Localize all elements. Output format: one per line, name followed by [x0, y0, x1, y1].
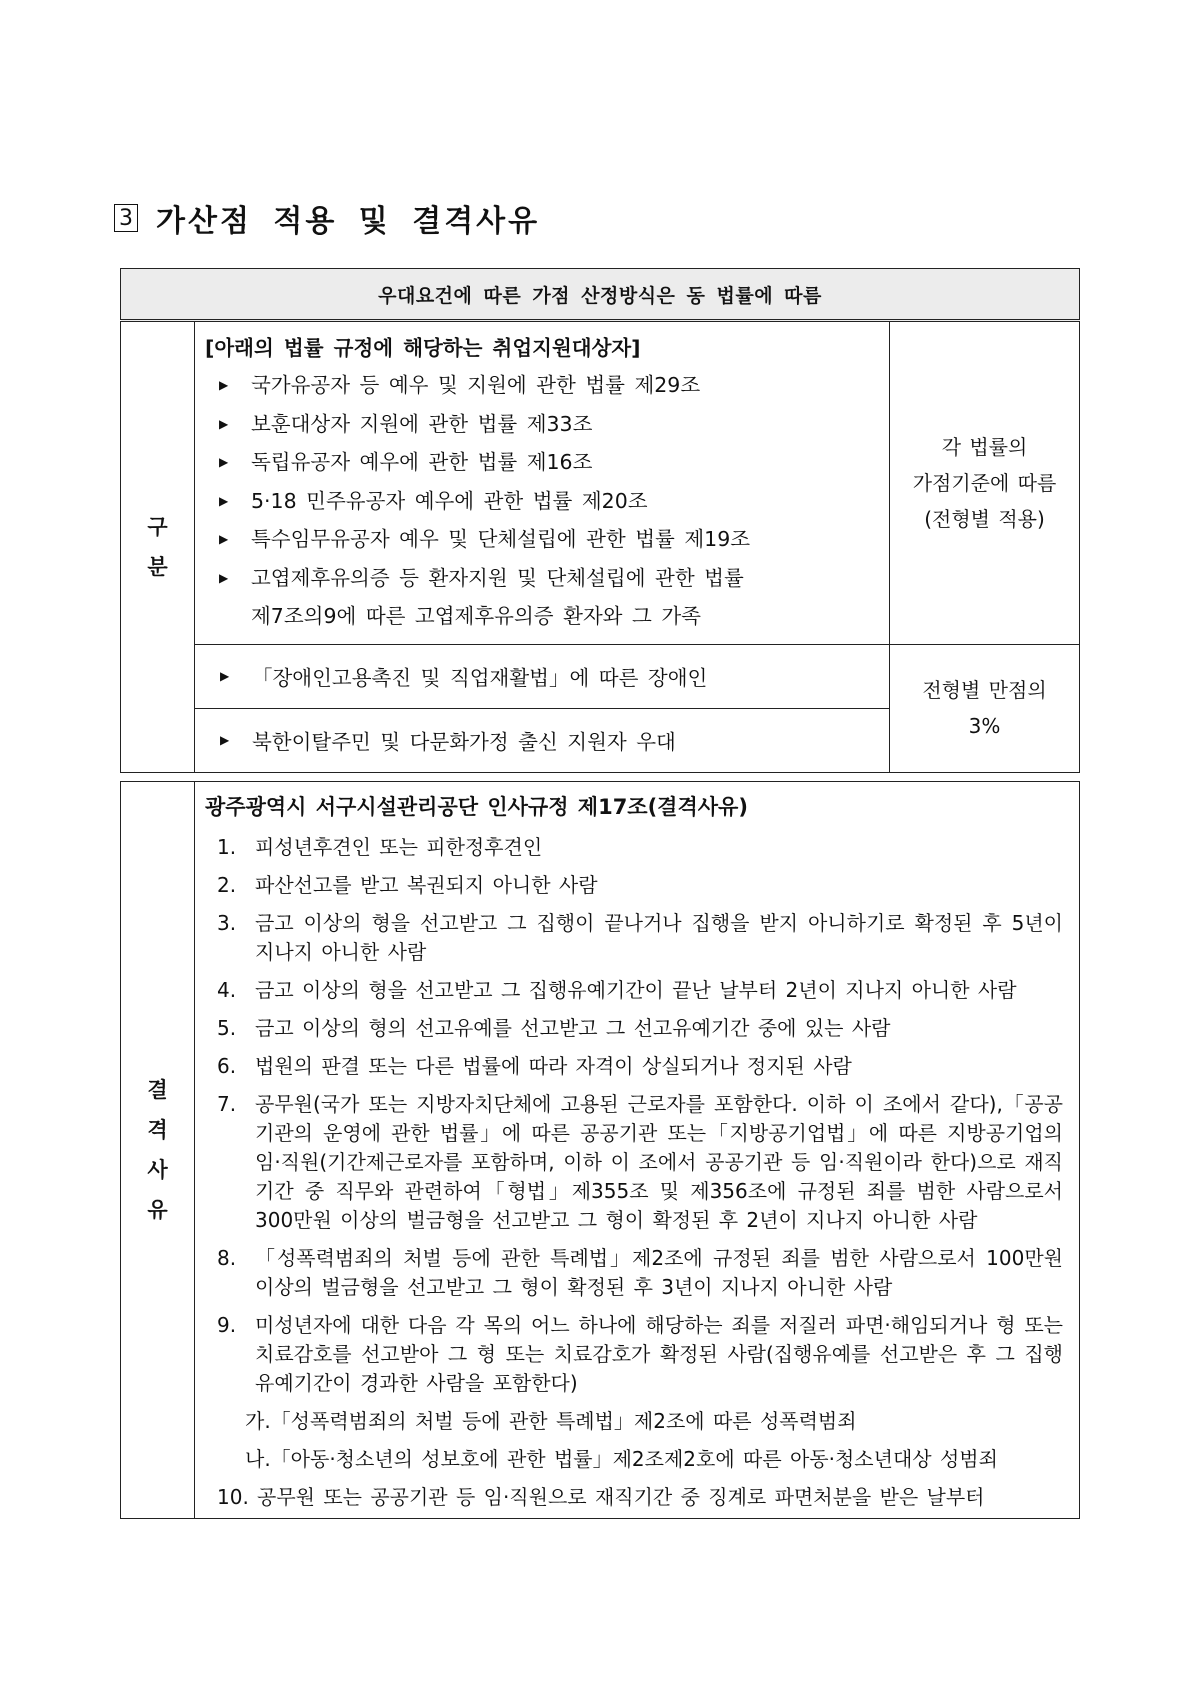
disabled-applicant-text: 「장애인고용촉진 및 직업재활법」에 따른 장애인 — [252, 666, 708, 690]
defector-applicant-cell — [195, 708, 890, 772]
disabled-applicant-cell — [195, 644, 890, 708]
law-list-item-continuation: 제7조의9에 따른 고엽제후유의증 환자와 그 가족 — [251, 604, 701, 628]
item-number: 6. — [217, 1054, 237, 1078]
disqualification-item — [205, 1014, 1063, 1043]
triangle-bullet-icon: ▶ — [219, 378, 229, 392]
law-list-item-text: 독립유공자 예우에 관한 법률 제16조 — [251, 450, 593, 474]
item-text: 법원의 판결 또는 다른 법률에 따라 자격이 상실되거나 정지된 사람 — [255, 1054, 852, 1078]
side-label-char: 사 — [147, 1158, 168, 1182]
disqualification-item — [205, 1244, 1063, 1302]
item-number: 2. — [217, 873, 237, 897]
note-line: (전형별 적용) — [924, 506, 1045, 531]
side-label-char: 유 — [147, 1198, 168, 1222]
side-label-char: 격 — [147, 1118, 168, 1142]
bonus-criteria-note — [890, 321, 1080, 645]
section-title: 가산점 적용 및 결격사유 — [156, 204, 541, 239]
item-number: 9. — [217, 1313, 237, 1337]
disqualification-item — [205, 1483, 1063, 1512]
disqualification-heading: 광주광역시 서구시설관리공단 인사규정 제17조(결격사유) — [205, 795, 748, 819]
law-list-heading: [아래의 법률 규정에 해당하는 취업지원대상자] — [205, 336, 641, 360]
note-line: 3% — [968, 714, 1001, 738]
item-text: 「성폭력범죄의 처벌 등에 관한 특례법」제2조에 규정된 죄를 범한 사람으로서 100만원 이상의 벌금형을 선고받고 그 형이 확정된 후 3년이 지나지 아니한 사람 — [255, 1246, 1063, 1299]
disqualification-item — [205, 976, 1063, 1005]
bonus-table-caption: 우대요건에 따른 가점 산정방식은 동 법률에 따름 — [121, 269, 1080, 321]
note-line: 가점기준에 따름 — [912, 470, 1057, 495]
disqualification-sub-item: 나.「아동·청소년의 성보호에 관한 법률」제2조제2호에 따른 아동·청소년대상 성범죄 — [245, 1447, 998, 1471]
disabled-applicant-item — [196, 646, 888, 707]
item-number: 7. — [217, 1092, 237, 1116]
disqualification-item — [205, 1090, 1063, 1235]
law-list-item — [205, 443, 879, 482]
law-list-item-text: 5·18 민주유공자 예우에 관한 법률 제20조 — [251, 488, 648, 513]
law-list-item-text: 보훈대상자 지원에 관한 법률 제33조 — [251, 411, 593, 436]
disqualification-list-cell — [195, 782, 1080, 1519]
item-text: 금고 이상의 형을 선고받고 그 집행유예기간이 끝난 날부터 2년이 지나지 아니한 사람 — [255, 978, 1017, 1002]
law-list-item — [205, 482, 879, 521]
law-list-item — [205, 520, 879, 559]
item-text: 피성년후견인 또는 피한정후견인 — [255, 835, 543, 859]
defector-applicant-item — [196, 710, 888, 771]
disqualification-side-label — [121, 782, 195, 1519]
max-score-note — [890, 644, 1080, 772]
item-number: 1. — [217, 835, 237, 859]
triangle-bullet-icon: ▶ — [219, 570, 229, 585]
item-text: 금고 이상의 형의 선고유예를 선고받고 그 선고유예기간 중에 있는 사람 — [255, 1016, 891, 1040]
triangle-bullet-icon: ▶ — [219, 532, 229, 546]
disqualification-item — [205, 909, 1063, 967]
law-list-item-text: 고엽제후유의증 등 환자지원 및 단체설립에 관한 법률 — [251, 565, 744, 590]
item-number: 3. — [217, 911, 237, 935]
disqualification-item — [205, 1052, 1063, 1081]
bonus-side-label — [121, 321, 195, 773]
side-label-char: 구 — [147, 514, 168, 539]
note-line: 전형별 만점의 — [922, 678, 1047, 702]
defector-applicant-text: 북한이탈주민 및 다문화가정 출신 지원자 우대 — [252, 730, 676, 754]
bonus-points-table — [120, 268, 1080, 773]
law-list-item — [205, 366, 879, 405]
disqualification-table — [120, 781, 1080, 1519]
side-label-char: 분 — [147, 554, 168, 579]
triangle-bullet-icon: ▶ — [220, 669, 230, 683]
disqualification-item — [205, 871, 1063, 900]
side-label-char: 결 — [147, 1078, 168, 1102]
law-list-cell — [195, 321, 890, 645]
law-list-item-text: 특수임무유공자 예우 및 단체설립에 관한 법률 제19조 — [251, 527, 751, 551]
item-text: 파산선고를 받고 복권되지 아니한 사람 — [255, 873, 598, 897]
item-text: 공무원 또는 공공기관 등 임·직원으로 재직기간 중 징계로 파면처분을 받은 날부터 — [257, 1485, 985, 1509]
triangle-bullet-icon: ▶ — [219, 493, 229, 508]
triangle-bullet-icon: ▶ — [220, 733, 230, 747]
law-list-item — [205, 405, 879, 444]
disqualification-item — [205, 833, 1063, 862]
item-text: 금고 이상의 형을 선고받고 그 집행이 끝나거나 집행을 받지 아니하기로 확정된 후 5년이 지나지 아니한 사람 — [255, 911, 1063, 964]
disqualification-item — [205, 1311, 1063, 1398]
note-line: 각 법률의 — [941, 434, 1028, 459]
item-number: 8. — [217, 1246, 237, 1270]
disqualification-sub-item: 가.「성폭력범죄의 처벌 등에 관한 특례법」제2조에 따른 성폭력범죄 — [245, 1409, 857, 1433]
triangle-bullet-icon: ▶ — [219, 455, 229, 469]
law-list-item — [205, 559, 879, 598]
triangle-bullet-icon: ▶ — [219, 416, 229, 431]
law-list-item-text: 국가유공자 등 예우 및 지원에 관한 법률 제29조 — [251, 373, 701, 397]
item-number: 4. — [217, 978, 237, 1002]
section-heading — [114, 196, 540, 240]
item-text: 공무원(국가 또는 지방자치단체에 고용된 근로자를 포함한다. 이하 이 조에서 같다),「공공기관의 운영에 관한 법률」에 따른 공공기관 또는「지방공기업법」에 따른 지방공기업의 임·직원(기간제근로자를 포함하며, 이하 이 조에서 공공기관 등 임·직원이라 한다)으로 재직기간 중 직무와 관련하여「형법」제355조 및 제356조에 규정된 죄를 범한 사람으로서 300만원 이상의 벌금형을 선고받고 그 형이 확정된 후 2년이 지나지 아니한 사람 — [255, 1092, 1063, 1232]
section-number: 3 — [114, 204, 138, 232]
item-number: 10. — [217, 1485, 249, 1509]
item-number: 5. — [217, 1016, 237, 1040]
item-text: 미성년자에 대한 다음 각 목의 어느 하나에 해당하는 죄를 저질러 파면·해임되거나 형 또는 치료감호를 선고받아 그 형 또는 치료감호가 확정된 사람(집행유예를 선고받은 후 그 집행유예기간이 경과한 사람을 포함한다) — [255, 1313, 1063, 1395]
